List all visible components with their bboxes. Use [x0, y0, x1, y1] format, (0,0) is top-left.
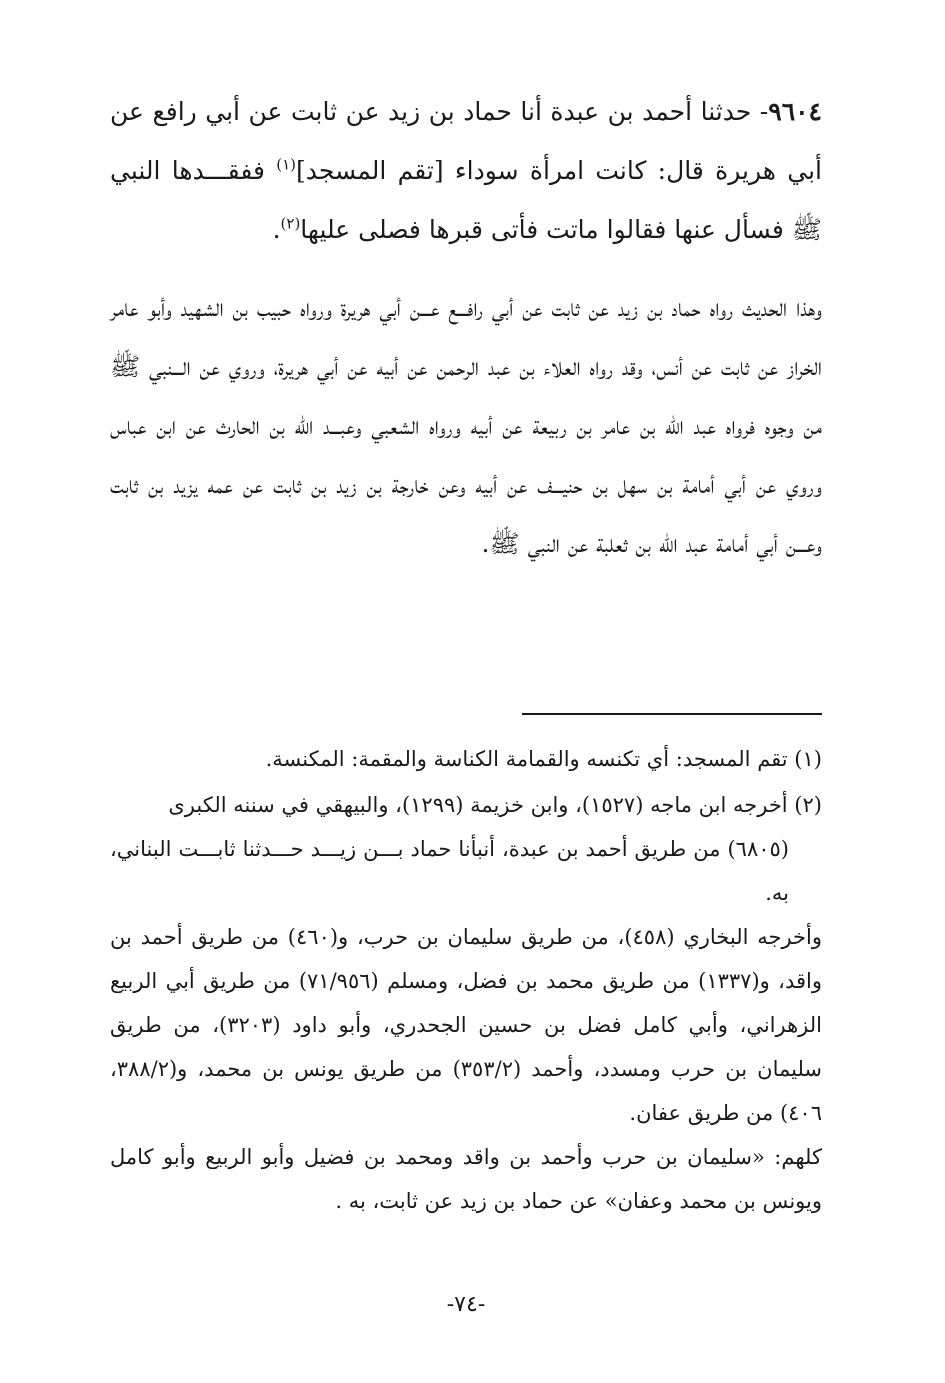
footnote-2-paragraph-2: وأخرجه البخاري (٤٥٨)، من طريق سليمان بن حرب، و(٤٦٠) من طريق أحمد بن واقد، و(١٣٣٧) من طريق محمد بن فضل، ومسلم (٧١/٩٥٦) من طريق أبي الربيع الزهراني، وأبي كامل فضل بن حسين الجحدري، وأبو داود (٣٢٠٣)، من طريق سليمان بن حرب ومسدد، وأحمد (٣٥٣/٢) من طريق يونس بن محمد، و(٣٨٨/٢، ٤٠٦) من طريق عفان.: [110, 925, 822, 1125]
hadith-text-end: .: [272, 215, 281, 244]
main-text: [110, 82, 822, 573]
hadith-dash: -: [751, 97, 769, 126]
commentary-paragraph: وهذا الحديث رواه حماد بن زيد عن ثابت عن أبي رافـــع عـــن أبي هريرة ورواه حبيب بن الشهيد وأبو عامر الخراز عن ثابت عن أنس، وقد رواه العلاء بن عبد الرحمن عن أبيه عن أبي هريرة، وروي عن الـــنبي ﷺ من وجوه فرواه عبد الله بن عامر بن ربيعة عن أبيه ورواه الشعبي وعبـــد الله بن الحارث عن ابن عباس وروي عن أبي أمامة بن سهل بن حنيـــف عن أبيه وعن خارجة بن زيد بن ثابت عن عمه يزيد بن ثابت وعـــن أبي أمامة عبد الله بن ثعلبة عن النبي ﷺ.: [110, 293, 822, 558]
page-number: -٧٤-: [446, 1292, 486, 1317]
hadith-text-a: حدثنا أحمد بن عبدة أنا حماد بن زيد عن ثابت عن أبي رافع عن أبي هريرة قال: كانت امرأة سوداء [تقم المسجد]: [110, 97, 822, 185]
footnote-2-first-line: (٢) أخرجه ابن ماجه (١٥٢٧)، وابن خزيمة (١٢٩٩)، والبيهقي في سننه الكبرى: [168, 793, 822, 817]
footnote-2-paragraph-3: كلهم: «سليمان بن حرب وأحمد بن واقد ومحمد بن فضيل وأبو الربيع وأبو كامل ويونس بن محمد وعفان» عن حماد بن زيد عن ثابت، به .: [110, 1145, 822, 1213]
hadith-text-b: ففقـــدها النبي ﷺ فسأل عنها فقالوا ماتت فأتى قبرها فصلى عليها: [110, 156, 822, 244]
book-page: [110, 82, 822, 1372]
hadith-paragraph: [110, 82, 822, 259]
footnote-ref-1: (١): [276, 155, 296, 174]
footnote-2-continuation: (٦٨٠٥) من طريق أحمد بن عبدة، أنبأنا حماد بـــن زيـــد حـــدثنا ثابـــت البناني، به.: [110, 837, 789, 905]
footnotes-section: [110, 737, 822, 1223]
footnote-separator: [522, 713, 822, 715]
hadith-number: ٩٦٠٤: [768, 97, 822, 126]
footnote-ref-2: (٢): [280, 214, 301, 233]
footnote-1: (١) تقم المسجد: أي تكنسه والقمامة الكناسة والمقمة: المكنسة.: [265, 747, 822, 771]
